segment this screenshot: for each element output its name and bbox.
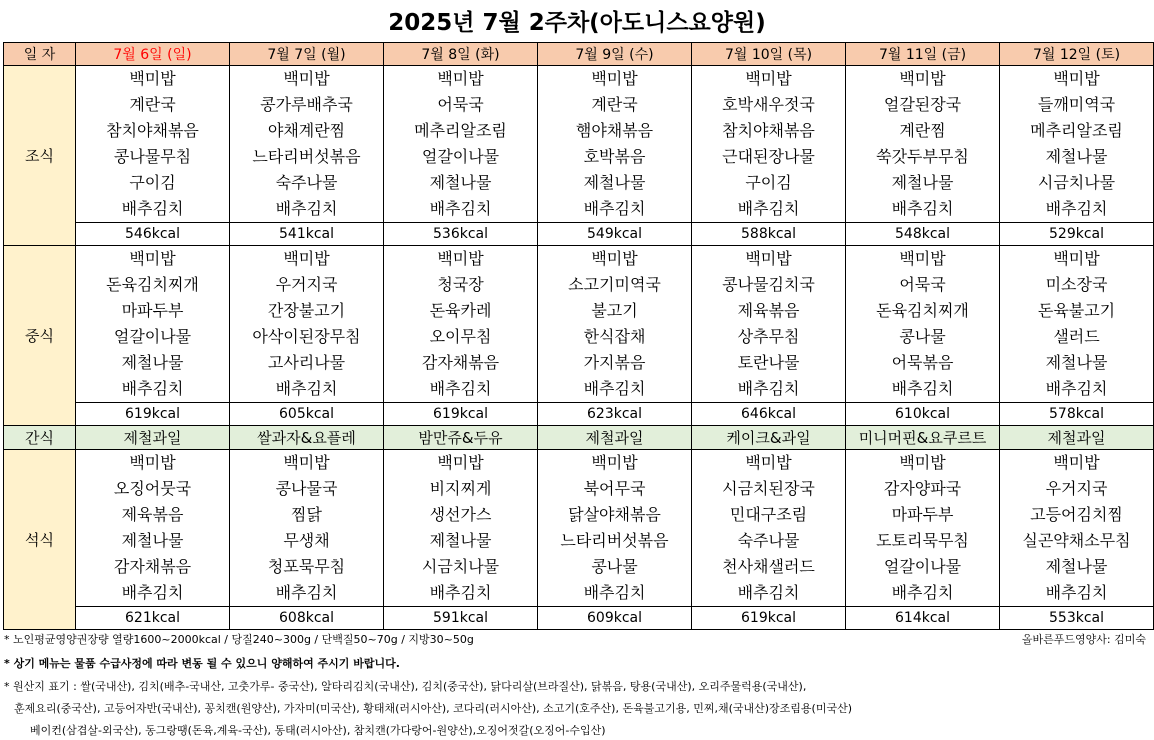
menu-item: 콩나물 [591,557,638,576]
menu-item: 참치야채볶음 [106,121,199,140]
menu-item: 쑥갓두부무침 [876,147,969,166]
menu-item: 생선가스 [429,505,492,524]
menu-item: 감자채볶음 [113,557,192,576]
menu-item: 제철나물 [1045,557,1108,576]
menu-item: 오이무침 [429,327,492,346]
menu-item: 비지찌게 [429,479,492,498]
meal-items-row [4,450,1154,607]
menu-item: 호박볶음 [583,147,646,166]
menu-item: 배추김치 [1045,379,1108,398]
menu-item: 배추김치 [737,379,800,398]
menu-item: 감자채볶음 [421,353,500,372]
menu-item: 배추김치 [121,199,184,218]
kcal-row [4,607,1154,630]
menu-item: 백미밥 [129,69,176,88]
menu-item: 백미밥 [591,453,638,472]
menu-item: 도토리묵무침 [876,531,969,550]
menu-item: 백미밥 [1053,249,1100,268]
kcal-cell: 614kcal [846,607,1000,630]
menu-item: 마파두부 [121,301,184,320]
menu-item: 제철나물 [121,353,184,372]
menu-item: 실곤약채소무침 [1022,531,1131,550]
menu-item: 찜닭 [291,505,322,524]
menu-item: 숙주나물 [737,531,800,550]
menu-item: 백미밥 [899,249,946,268]
kcal-cell: 549kcal [538,223,692,246]
page-title: 2025년 7월 2주차(아도니스요양원) [388,10,766,36]
menu-cell [384,246,538,403]
menu-item: 콩나물국 [275,479,338,498]
menu-item: 배추김치 [737,199,800,218]
menu-item: 배추김치 [429,379,492,398]
kcal-cell: 546kcal [76,223,230,246]
menu-item: 무생채 [283,531,330,550]
menu-item: 돈육김치찌개 [106,275,199,294]
menu-item: 배추김치 [429,199,492,218]
menu-item: 계란국 [129,95,176,114]
menu-item: 백미밥 [1053,69,1100,88]
meal-label: 조식 [4,66,76,246]
header-row [4,43,1154,66]
menu-item: 햄야채볶음 [575,121,654,140]
menu-cell [1000,246,1154,403]
kcal-cell: 578kcal [1000,403,1154,426]
menu-item: 상추무침 [737,327,800,346]
menu-item: 마파두부 [891,505,954,524]
menu-item: 간장불고기 [267,301,346,320]
menu-item: 고사리나물 [267,353,346,372]
menu-item: 배추김치 [121,583,184,602]
menu-item: 배추김치 [737,583,800,602]
day-header: 7월 12일 (토) [1000,43,1154,66]
origin-line: 훈제요리(중국산), 고등어자반(국내산), 꽁치캔(원양산), 가자미(미국산), 황태채(러시아산), 코다리(러시아산), 소고기(호주산), 돈육불고기용, 민찌,채(국내산)장조림용(미국산) [14,702,852,715]
origin-line: 베이컨(삼겹살-외국산), 동그랑땡(돈육,계육-국산), 동태(러시아산), 참치캔(가다랑어-원양산),오징어젓갈(오징어-수입산) [30,724,606,737]
menu-item: 백미밥 [899,453,946,472]
menu-item: 콩나물김치국 [722,275,815,294]
kcal-cell: 541kcal [230,223,384,246]
menu-cell [846,246,1000,403]
menu-cell [384,450,538,607]
day-header: 7월 6일 (일) [76,43,230,66]
menu-item: 얼갈이나물 [113,327,192,346]
day-header: 7월 11일 (금) [846,43,1000,66]
menu-item: 느타리버섯볶음 [560,531,669,550]
day-header: 7월 7일 (월) [230,43,384,66]
menu-cell [538,66,692,223]
snack-cell: 쌀과자&요플레 [230,426,384,450]
menu-item: 참치야채볶음 [722,121,815,140]
menu-cell [538,246,692,403]
menu-item: 미소장국 [1045,275,1108,294]
snack-cell: 제철과일 [538,426,692,450]
menu-item: 어묵볶음 [891,353,954,372]
menu-item: 배추김치 [583,199,646,218]
meal-label: 석식 [4,450,76,630]
menu-item: 샐러드 [1053,327,1100,346]
menu-item: 시금치나물 [421,557,500,576]
menu-cell [692,246,846,403]
menu-item: 불고기 [591,301,638,320]
menu-item: 백미밥 [745,69,792,88]
menu-cell [384,66,538,223]
menu-item: 어묵국 [899,275,946,294]
kcal-cell: 619kcal [384,403,538,426]
menu-item: 백미밥 [129,453,176,472]
meal-label: 간식 [4,426,76,450]
menu-item: 배추김치 [1045,199,1108,218]
menu-item: 백미밥 [1053,453,1100,472]
menu-cell [692,450,846,607]
snack-cell: 밤만쥬&두유 [384,426,538,450]
menu-item: 오징어뭇국 [113,479,192,498]
snack-cell: 제철과일 [1000,426,1154,450]
menu-cell [1000,450,1154,607]
menu-item: 메추리알조림 [414,121,507,140]
kcal-cell: 605kcal [230,403,384,426]
menu-cell [846,66,1000,223]
menu-item: 제육볶음 [121,505,184,524]
menu-item: 가지볶음 [583,353,646,372]
menu-item: 백미밥 [591,69,638,88]
menu-item: 배추김치 [275,199,338,218]
menu-cell [692,66,846,223]
menu-item: 제철나물 [429,173,492,192]
menu-item: 숙주나물 [275,173,338,192]
kcal-cell: 591kcal [384,607,538,630]
menu-item: 청포묵무침 [267,557,346,576]
menu-cell [846,450,1000,607]
menu-item: 배추김치 [583,583,646,602]
kcal-cell: 646kcal [692,403,846,426]
menu-item: 얼갈이나물 [883,557,962,576]
menu-item: 백미밥 [283,249,330,268]
kcal-cell: 608kcal [230,607,384,630]
day-header: 7월 10일 (목) [692,43,846,66]
kcal-row [4,223,1154,246]
change-notice: * 상기 메뉴는 물품 수급사정에 따라 변동 될 수 있으니 양해하여 주시기 바랍니다. [4,657,400,670]
menu-cell [230,246,384,403]
menu-item: 근대된장나물 [722,147,815,166]
menu-item: 백미밥 [437,249,484,268]
menu-item: 계란국 [591,95,638,114]
menu-item: 배추김치 [891,583,954,602]
menu-item: 어묵국 [437,95,484,114]
menu-item: 배추김치 [583,379,646,398]
kcal-cell: 548kcal [846,223,1000,246]
menu-item: 얼갈된장국 [883,95,962,114]
menu-cell [230,450,384,607]
kcal-cell: 536kcal [384,223,538,246]
menu-item: 시금치나물 [1037,173,1116,192]
menu-item: 백미밥 [745,249,792,268]
menu-item: 북어무국 [583,479,646,498]
menu-item: 백미밥 [745,453,792,472]
menu-cell [76,246,230,403]
menu-item: 고등어김치찜 [1030,505,1123,524]
menu-item: 콩나물무침 [113,147,192,166]
menu-item: 돈육불고기 [1037,301,1116,320]
snack-cell: 제철과일 [76,426,230,450]
menu-item: 제철나물 [121,531,184,550]
kcal-cell: 529kcal [1000,223,1154,246]
snack-cell: 케이크&과일 [692,426,846,450]
kcal-cell: 588kcal [692,223,846,246]
menu-item: 콩나물 [899,327,946,346]
menu-item: 배추김치 [275,379,338,398]
menu-item: 백미밥 [591,249,638,268]
menu-item: 구이김 [745,173,792,192]
menu-item: 백미밥 [283,453,330,472]
menu-item: 시금치된장국 [722,479,815,498]
menu-item: 배추김치 [275,583,338,602]
dietitian-note: 올바른푸드영양사: 김미숙 [1021,633,1146,646]
menu-item: 백미밥 [437,69,484,88]
menu-item: 콩가루배추국 [260,95,353,114]
menu-item: 백미밥 [437,453,484,472]
menu-item: 야채계란찜 [267,121,346,140]
menu-item: 돈육카레 [429,301,492,320]
menu-item: 배추김치 [429,583,492,602]
kcal-cell: 619kcal [692,607,846,630]
day-header: 7월 8일 (화) [384,43,538,66]
menu-item: 닭살야채볶음 [568,505,661,524]
kcal-cell: 623kcal [538,403,692,426]
menu-item: 제철나물 [1045,353,1108,372]
menu-item: 민대구조림 [729,505,808,524]
menu-item: 제철나물 [583,173,646,192]
meal-items-row [4,246,1154,403]
menu-item: 백미밥 [899,69,946,88]
menu-cell [76,66,230,223]
menu-item: 우거지국 [275,275,338,294]
menu-item: 배추김치 [891,199,954,218]
nutrition-note: * 노인평균영양권장량 열량1600~2000kcal / 당질240~300g / 단백질50~70g / 지방30~50g [4,633,474,646]
menu-item: 배추김치 [121,379,184,398]
menu-item: 메추리알조림 [1030,121,1123,140]
menu-item: 계란찜 [899,121,946,140]
menu-cell [538,450,692,607]
menu-item: 제육볶음 [737,301,800,320]
kcal-cell: 610kcal [846,403,1000,426]
menu-item: 배추김치 [1045,583,1108,602]
menu-item: 천사채샐러드 [722,557,815,576]
date-header-label: 일 자 [4,43,76,66]
menu-item: 제철나물 [429,531,492,550]
kcal-row [4,403,1154,426]
menu-item: 청국장 [437,275,484,294]
menu-item: 돈육김치찌개 [876,301,969,320]
menu-item: 제철나물 [891,173,954,192]
menu-item: 백미밥 [283,69,330,88]
snack-row [4,426,1154,450]
menu-item: 백미밥 [129,249,176,268]
meal-label: 중식 [4,246,76,426]
menu-item: 감자양파국 [883,479,962,498]
menu-item: 아삭이된장무침 [252,327,361,346]
menu-item: 제철나물 [1045,147,1108,166]
origin-line: * 원산지 표기 : 쌀(국내산), 김치(배추-국내산, 고춧가루- 중국산), 알타리김치(국내산), 김치(중국산), 닭다리살(브라질산), 닭볶음, 탕용(국내산), 오리주물럭용(국내산), [4,680,807,693]
menu-item: 배추김치 [891,379,954,398]
kcal-cell: 621kcal [76,607,230,630]
kcal-cell: 553kcal [1000,607,1154,630]
menu-item: 얼갈이나물 [421,147,500,166]
menu-item: 들깨미역국 [1037,95,1116,114]
day-header: 7월 9일 (수) [538,43,692,66]
kcal-cell: 609kcal [538,607,692,630]
meal-items-row [4,66,1154,223]
snack-cell: 미니머핀&요쿠르트 [846,426,1000,450]
menu-cell [76,450,230,607]
kcal-cell: 619kcal [76,403,230,426]
menu-item: 느타리버섯볶음 [252,147,361,166]
menu-item: 한식잡채 [583,327,646,346]
menu-item: 구이김 [129,173,176,192]
menu-item: 토란나물 [737,353,800,372]
menu-item: 호박새우젓국 [722,95,815,114]
menu-table [3,42,1154,630]
menu-item: 소고기미역국 [568,275,661,294]
menu-cell [230,66,384,223]
menu-cell [1000,66,1154,223]
menu-item: 우거지국 [1045,479,1108,498]
